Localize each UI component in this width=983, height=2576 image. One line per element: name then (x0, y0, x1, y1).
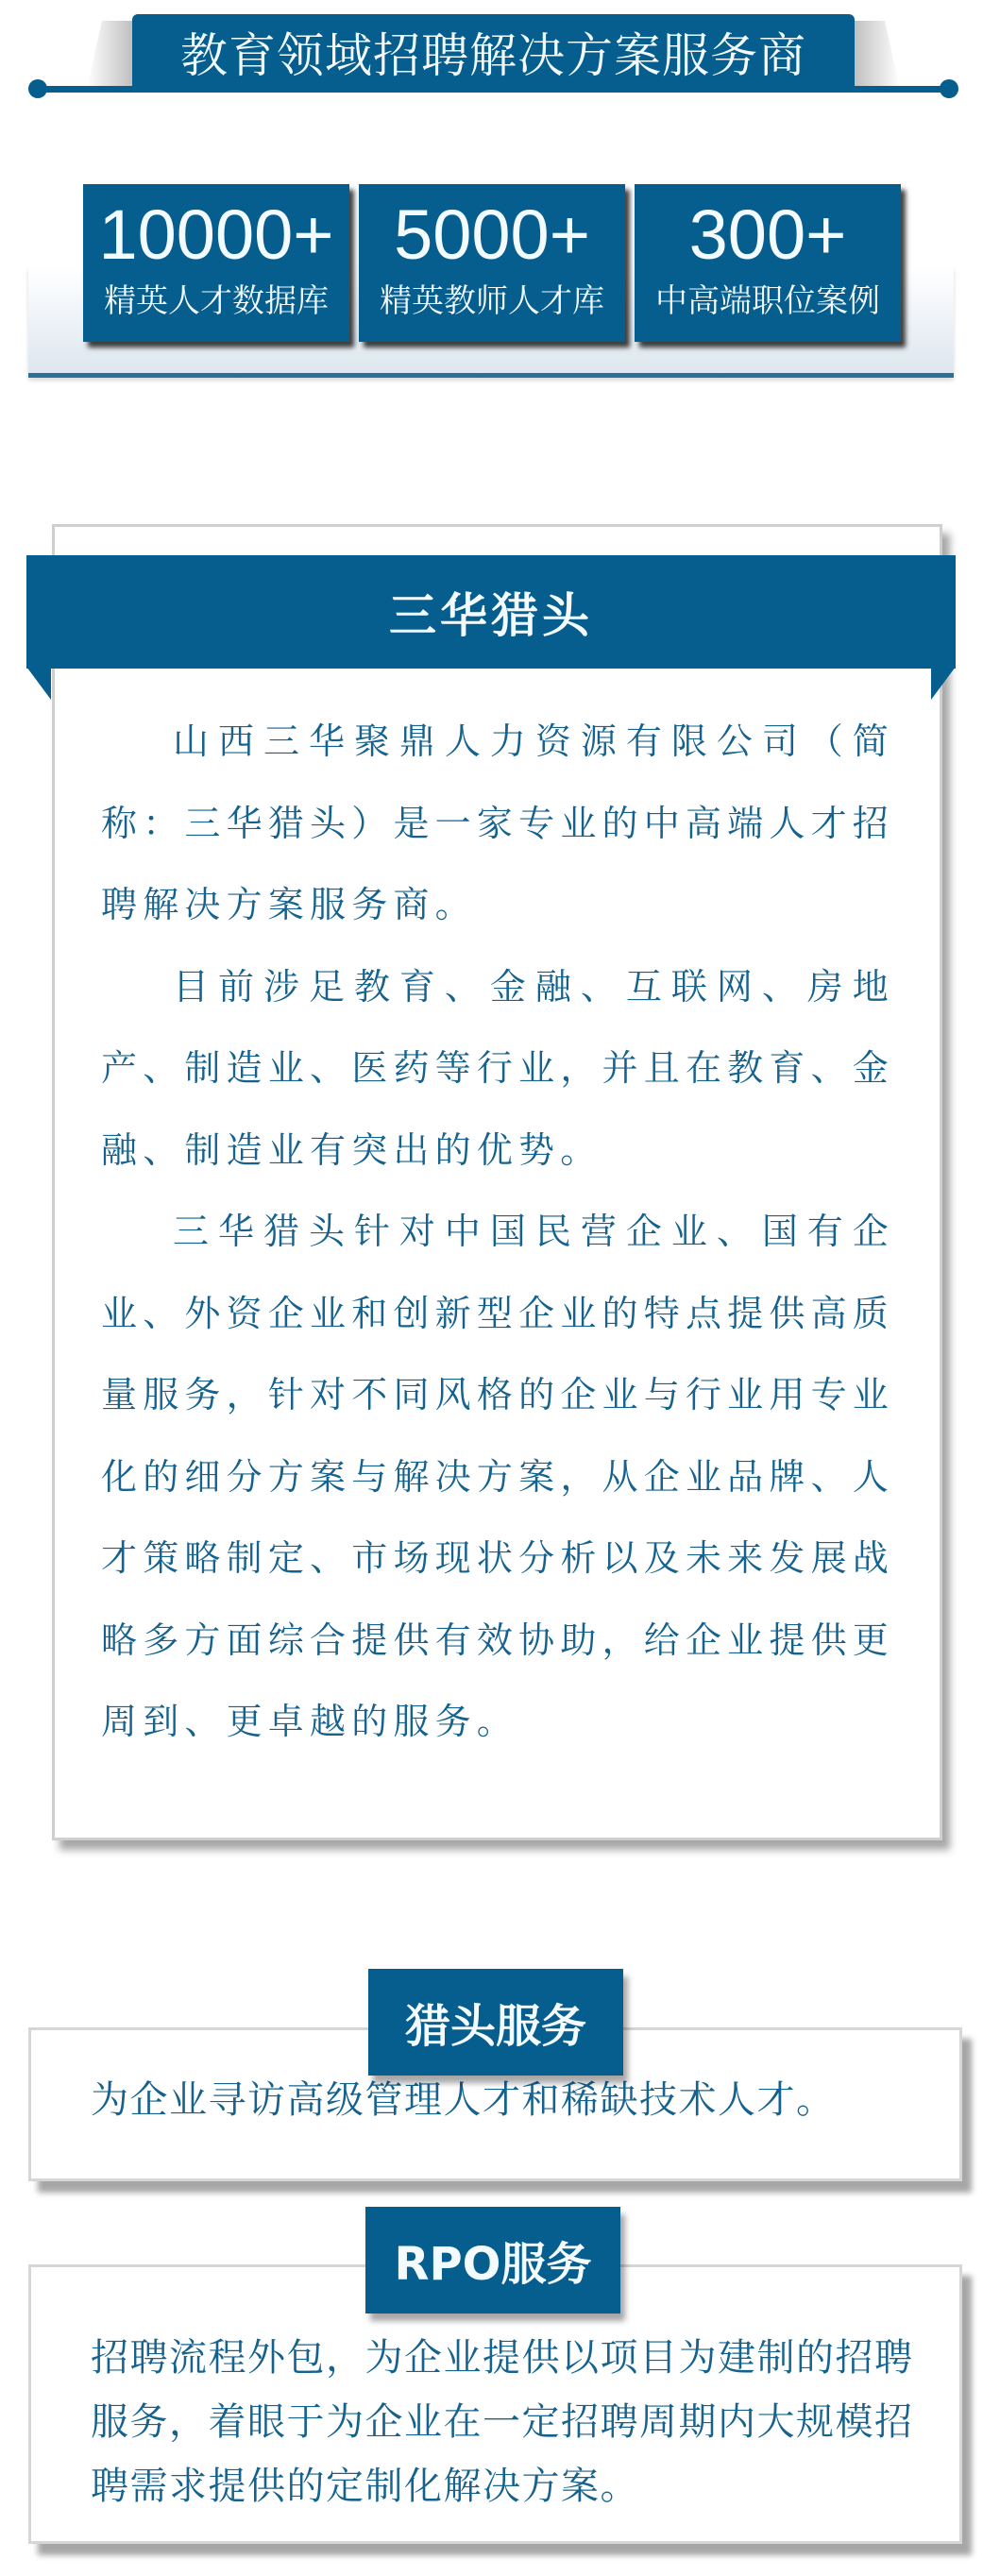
stat-label: 精英教师人才库 (380, 282, 604, 320)
service-description: 为企业寻访高级管理人才和稀缺技术人才。 (91, 2078, 836, 2122)
stat-value: 10000+ (98, 195, 334, 274)
intro-body (101, 701, 894, 1763)
header-wing-left-decoration (87, 21, 134, 89)
intro-paragraph: 三华猎头针对中国民营企业、国有企业、外资企业和创新型企业的特点提供高质量服务，针对不同风格的企业与行业用专业化的细分方案与解决方案，从企业品牌、人才策略制定、市场现状分析以及未来发展战略多方面综合提供有效协助，给企业提供更周到、更卓越的服务。 (101, 1211, 894, 1742)
service-title-rpo: RPO服务 (365, 2207, 620, 2313)
service-title-headhunting: 猎头服务 (368, 1969, 623, 2076)
header-title: 教育领域招聘解决方案服务商 (180, 28, 806, 83)
intro-paragraph: 山西三华聚鼎人力资源有限公司（简称：三华猎头）是一家专业的中高端人才招聘解决方案服务商。 (101, 720, 894, 925)
stat-label: 精英人才数据库 (104, 282, 329, 320)
stat-label: 中高端职位案例 (655, 282, 880, 320)
stat-card-talent-database (83, 184, 349, 342)
stat-value: 300+ (688, 195, 847, 274)
intro-ribbon (26, 555, 956, 669)
stat-card-teacher-pool (359, 184, 625, 342)
header-divider-line (36, 86, 949, 93)
service-description: 招聘流程外包，为企业提供以项目为建制的招聘服务，着眼于为企业在一定招聘周期内大规模招聘需求提供的定制化解决方案。 (91, 2336, 914, 2508)
stat-card-position-cases (635, 184, 901, 342)
intro-paragraph: 目前涉足教育、金融、互联网、房地产、制造业、医药等行业，并且在教育、金融、制造业有突出的优势。 (101, 965, 894, 1171)
stat-value: 5000+ (394, 195, 590, 274)
header-wing-right-decoration (853, 21, 900, 89)
header-line-dot-right-icon (940, 79, 958, 98)
intro-title: 三华猎头 (389, 588, 593, 643)
header-line-dot-left-icon (28, 79, 47, 98)
header-banner (132, 14, 855, 90)
ribbon-fold-left-decoration (26, 667, 51, 700)
